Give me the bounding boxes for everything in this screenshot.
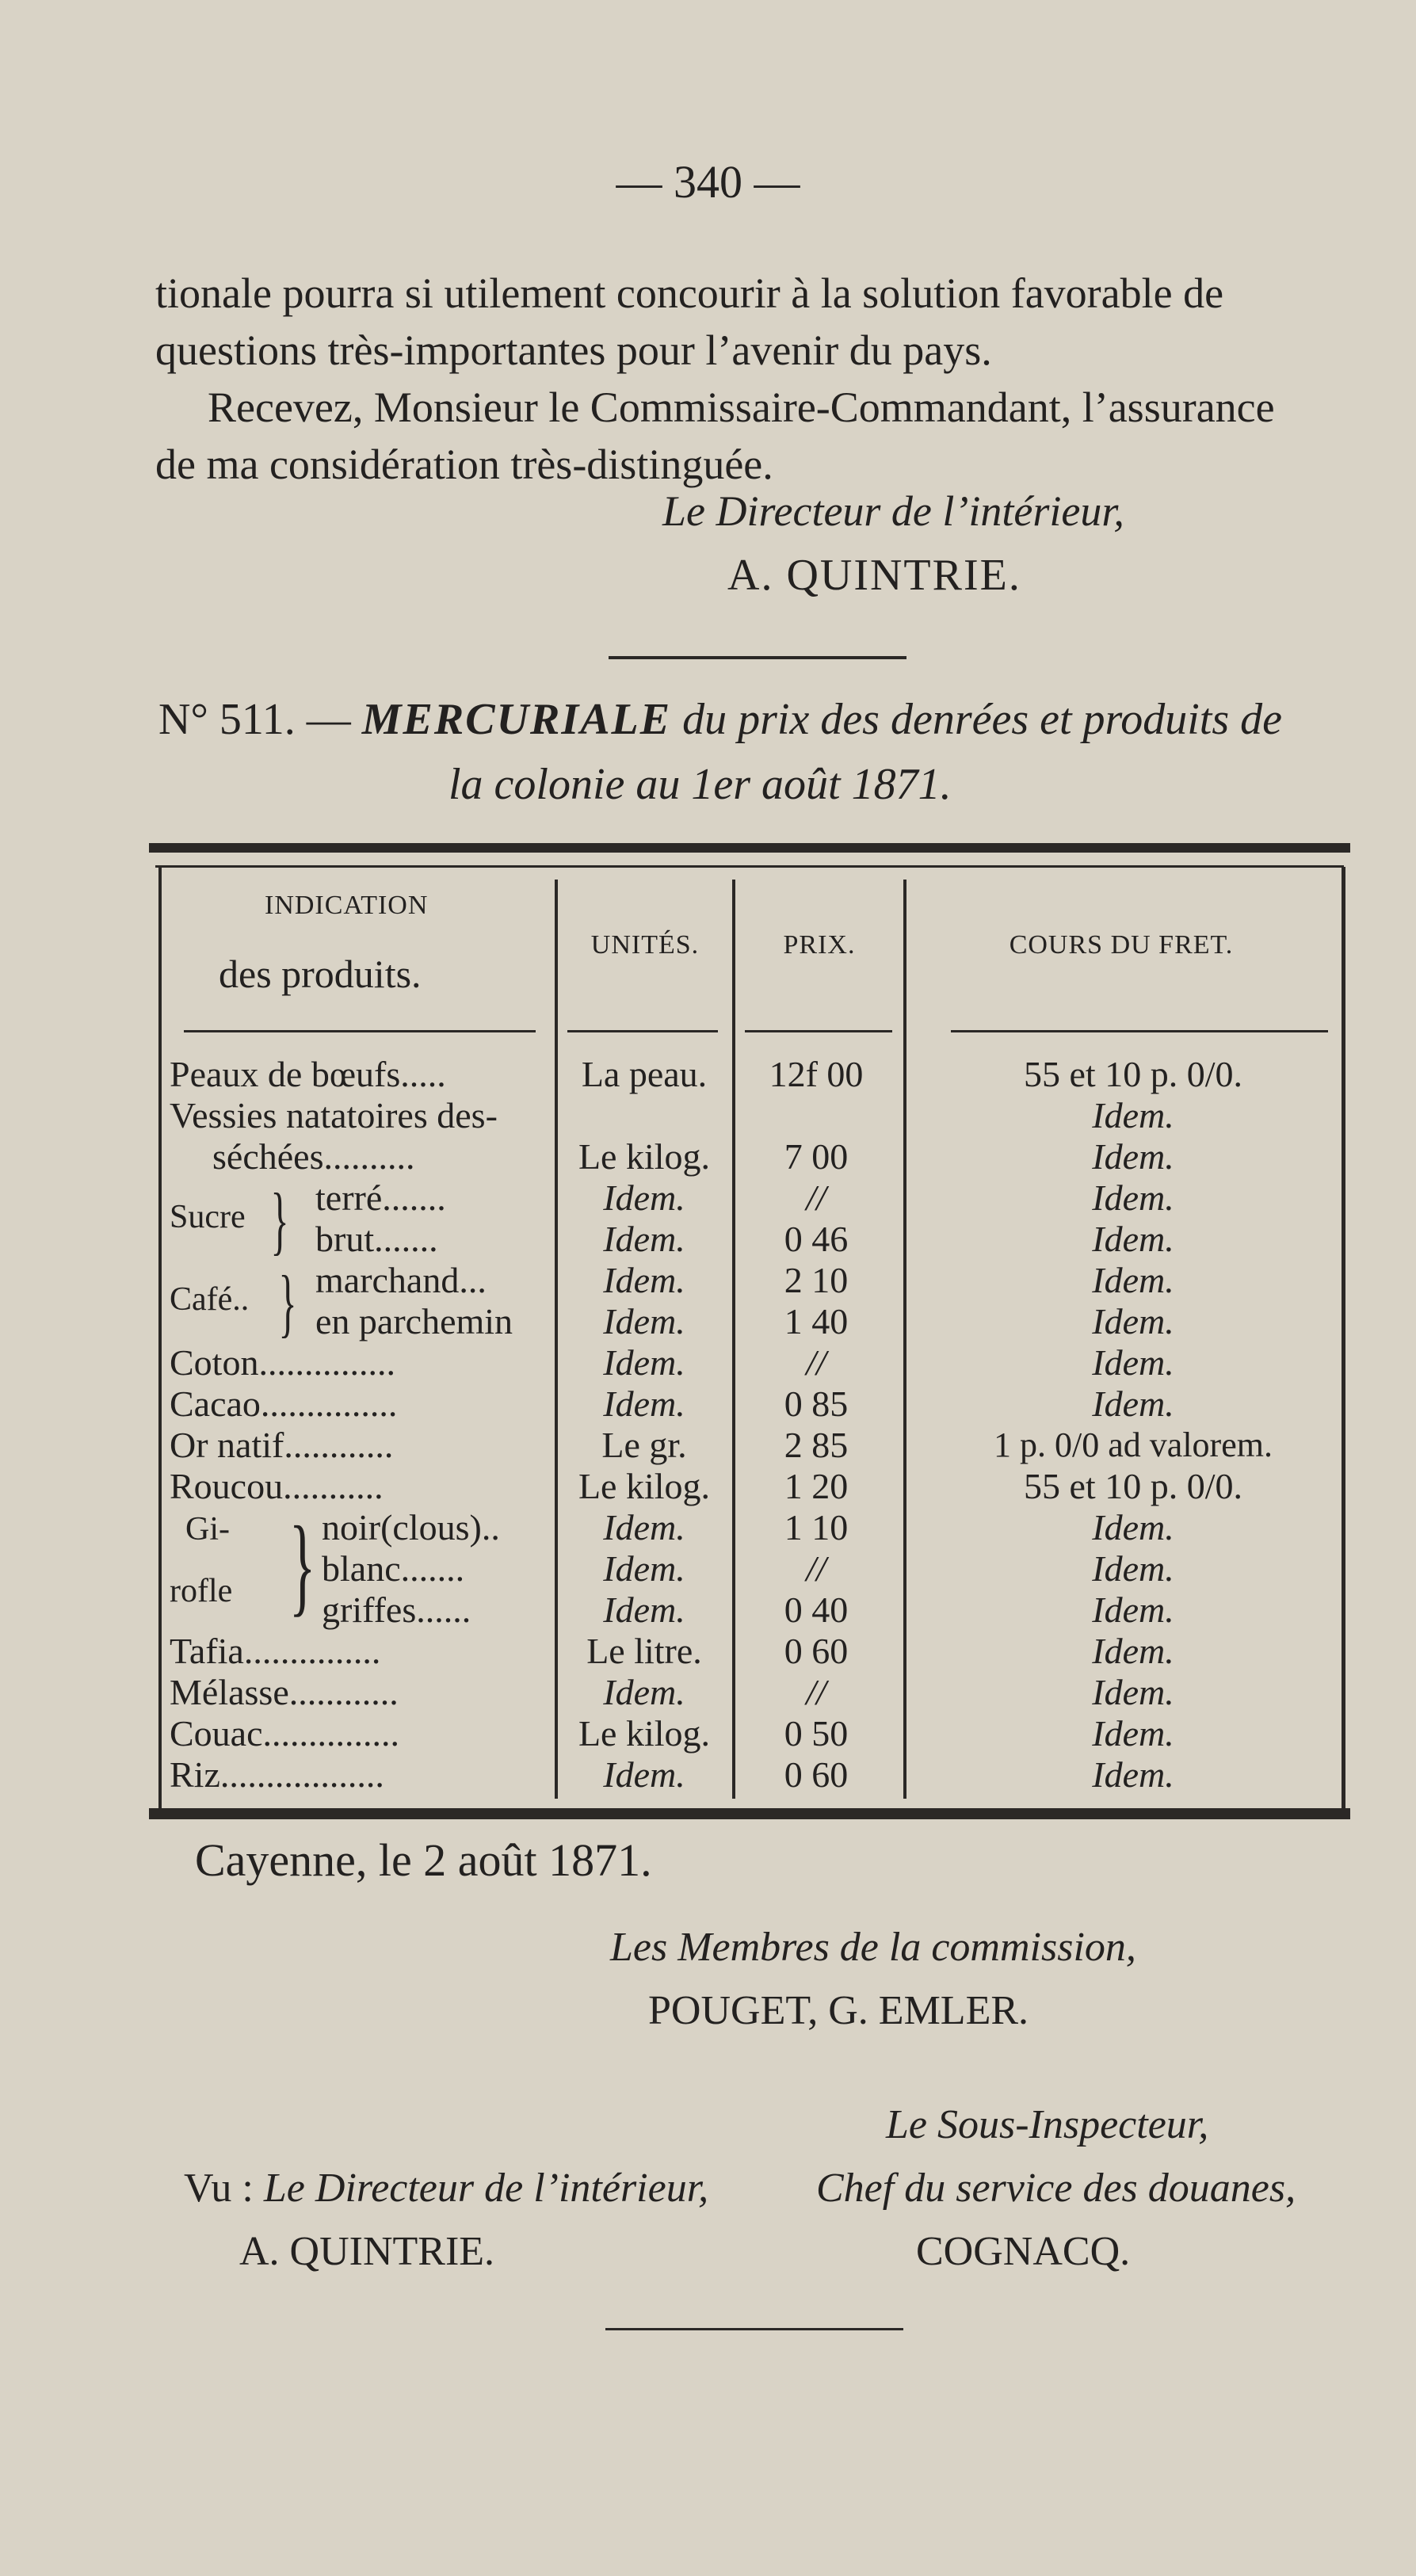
header-products: des produits. <box>219 952 422 996</box>
freight-cell: Idem. <box>1092 1631 1174 1671</box>
price-cell: 1 40 <box>784 1301 849 1341</box>
unit-cell: La peau. <box>581 1054 708 1094</box>
unit-cell: Idem. <box>603 1383 685 1424</box>
group-label-clove-2: rofle <box>170 1573 233 1609</box>
table-row <box>0 1136 1416 1177</box>
freight-cell: Idem. <box>1092 1672 1174 1712</box>
product-cell: marchand... <box>315 1260 487 1300</box>
unit-cell: Le kilog. <box>578 1713 711 1754</box>
table-row <box>0 1054 1416 1095</box>
commission-names: POUGET, G. EMLER. <box>648 1988 1029 2033</box>
price-cell: // <box>806 1177 826 1218</box>
freight-cell: 55 et 10 p. 0/0. <box>1024 1054 1242 1094</box>
table-row <box>0 1260 1416 1301</box>
table-top-inner-border <box>155 865 1344 868</box>
closing-line: Recevez, Monsieur le Commissaire-Commandant, l’assurance <box>208 384 1275 431</box>
price-cell: 2 10 <box>784 1260 849 1300</box>
signature-name: A. QUINTRIE. <box>727 551 1021 600</box>
price-cell: 7 00 <box>784 1136 849 1177</box>
table-row <box>0 1589 1416 1631</box>
table-row <box>0 1177 1416 1219</box>
price-cell: 0 50 <box>784 1713 849 1754</box>
header-indication: INDICATION <box>265 891 429 920</box>
freight-cell: 55 et 10 p. 0/0. <box>1024 1466 1242 1506</box>
price-cell: 0 60 <box>784 1631 849 1671</box>
intro-line: questions très-importantes pour l’avenir du pays. <box>155 326 992 374</box>
header-underline <box>567 1030 718 1032</box>
product-cell: Vessies natatoires des- <box>170 1095 498 1135</box>
place-date: Cayenne, le 2 août 1871. <box>195 1834 652 1886</box>
unit-cell: Idem. <box>603 1177 685 1218</box>
heading-subtitle: du prix des denrées et produits de <box>682 695 1283 744</box>
brace-icon: } <box>278 1260 297 1345</box>
unit-cell: Le kilog. <box>578 1466 711 1506</box>
price-cell: 0 85 <box>784 1383 849 1424</box>
unit-cell: Idem. <box>603 1754 685 1795</box>
inspector-title: Le Sous-Inspecteur, <box>886 2102 1209 2147</box>
price-cell: 0 40 <box>784 1589 849 1630</box>
price-cell: // <box>806 1342 826 1383</box>
table-row <box>0 1507 1416 1548</box>
table-row <box>0 1672 1416 1713</box>
price-cell: // <box>806 1672 826 1712</box>
table-bottom-border <box>149 1808 1350 1819</box>
brace-icon: } <box>270 1177 289 1262</box>
freight-cell: Idem. <box>1092 1589 1174 1630</box>
freight-cell: Idem. <box>1092 1177 1174 1218</box>
product-cell: Coton............... <box>170 1342 395 1383</box>
product-cell: blanc....... <box>322 1548 465 1589</box>
freight-cell: Idem. <box>1092 1136 1174 1177</box>
table-row <box>0 1548 1416 1589</box>
unit-cell: Idem. <box>603 1219 685 1259</box>
table-row <box>0 1713 1416 1754</box>
product-cell: Mélasse............ <box>170 1672 399 1712</box>
table-row <box>0 1466 1416 1507</box>
group-label-clove: Gi- <box>185 1511 230 1548</box>
visa-prefix: Vu : <box>184 2166 254 2211</box>
table-top-border <box>149 843 1350 853</box>
signature-title: Le Directeur de l’intérieur, <box>662 487 1124 535</box>
unit-cell: Idem. <box>603 1342 685 1383</box>
unit-cell: Idem. <box>603 1301 685 1341</box>
heading-title: MERCURIALE <box>361 695 672 744</box>
freight-cell: Idem. <box>1092 1342 1174 1383</box>
table-row <box>0 1631 1416 1672</box>
price-cell: 0 60 <box>784 1754 849 1795</box>
unit-cell: Le kilog. <box>578 1136 711 1177</box>
freight-cell: Idem. <box>1092 1260 1174 1300</box>
freight-cell: Idem. <box>1092 1219 1174 1259</box>
table-row <box>0 1095 1416 1136</box>
unit-cell: Le gr. <box>601 1425 687 1465</box>
header-price: PRIX. <box>783 930 856 960</box>
unit-cell: Le litre. <box>586 1631 702 1671</box>
heading-line-2: la colonie au 1er août 1871. <box>448 760 952 809</box>
unit-cell: Idem. <box>603 1548 685 1589</box>
heading-number: N° 511. <box>158 695 296 744</box>
freight-cell: Idem. <box>1092 1095 1174 1135</box>
closing-line: de ma considération très-distinguée. <box>155 441 773 488</box>
product-cell: Peaux de bœufs..... <box>170 1054 446 1094</box>
freight-cell: Idem. <box>1092 1754 1174 1795</box>
table-row <box>0 1754 1416 1796</box>
header-underline <box>184 1030 536 1032</box>
product-cell: Roucou........... <box>170 1466 384 1506</box>
product-cell: Riz.................. <box>170 1754 384 1795</box>
page-number: — 340 — <box>616 156 800 208</box>
product-cell: en parchemin <box>315 1301 513 1341</box>
product-cell: griffes...... <box>322 1589 471 1630</box>
freight-cell: Idem. <box>1092 1507 1174 1548</box>
intro-line: tionale pourra si utilement concourir à la solution favorable de <box>155 269 1224 317</box>
freight-cell: 1 p. 0/0 ad valorem. <box>994 1425 1273 1464</box>
end-rule <box>605 2328 903 2330</box>
table-row <box>0 1301 1416 1342</box>
product-cell: Couac............... <box>170 1713 400 1754</box>
heading-dash: — <box>306 695 351 744</box>
header-underline <box>951 1030 1328 1032</box>
visa-name: A. QUINTRIE. <box>239 2229 495 2274</box>
visa-line <box>184 2165 708 2212</box>
product-cell: noir(clous).. <box>322 1507 500 1548</box>
group-label-coffee: Café.. <box>170 1281 250 1318</box>
unit-cell: Idem. <box>603 1672 685 1712</box>
unit-cell: Idem. <box>603 1507 685 1548</box>
inspector-name: COGNACQ. <box>916 2229 1131 2274</box>
product-cell: brut....... <box>315 1219 438 1259</box>
freight-cell: Idem. <box>1092 1548 1174 1589</box>
price-cell: // <box>806 1548 826 1589</box>
group-label-sugar: Sucre <box>170 1199 246 1235</box>
header-units: UNITÉS. <box>590 930 700 960</box>
brace-icon: } <box>288 1504 316 1627</box>
price-cell: 12f 00 <box>769 1054 864 1094</box>
unit-cell: Idem. <box>603 1589 685 1630</box>
price-cell: 0 46 <box>784 1219 849 1259</box>
product-cell: Tafia............... <box>170 1631 381 1671</box>
separator-rule <box>609 656 906 659</box>
header-underline <box>745 1030 892 1032</box>
freight-cell: Idem. <box>1092 1301 1174 1341</box>
product-cell: Or natif............ <box>170 1425 394 1465</box>
table-row <box>0 1383 1416 1425</box>
product-cell: séchées.......... <box>212 1136 415 1177</box>
price-cell: 2 85 <box>784 1425 849 1465</box>
inspector-title-2: Chef du service des douanes, <box>816 2166 1296 2211</box>
product-cell: Cacao............... <box>170 1383 398 1424</box>
price-cell: 1 20 <box>784 1466 849 1506</box>
intro-paragraph <box>155 265 1360 493</box>
unit-cell: Idem. <box>603 1260 685 1300</box>
commission-title: Les Membres de la commission, <box>610 1925 1136 1970</box>
header-freight: COURS DU FRET. <box>1009 930 1234 960</box>
table-row <box>0 1219 1416 1260</box>
freight-cell: Idem. <box>1092 1713 1174 1754</box>
freight-cell: Idem. <box>1092 1383 1174 1424</box>
price-cell: 1 10 <box>784 1507 849 1548</box>
heading-line-1 <box>158 694 1282 745</box>
table-row <box>0 1425 1416 1466</box>
table-row <box>0 1342 1416 1383</box>
visa-title: Le Directeur de l’intérieur, <box>263 2166 709 2211</box>
product-cell: terré....... <box>315 1177 446 1218</box>
